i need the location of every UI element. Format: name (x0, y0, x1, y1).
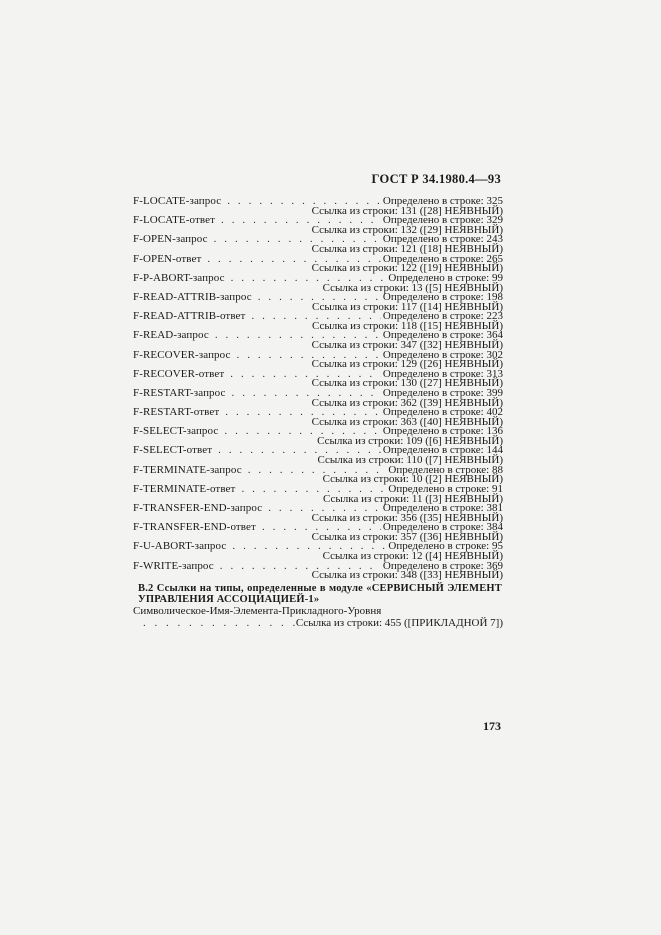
entry-name: F-RESTART-запрос (133, 386, 226, 399)
section-heading-line2: УПРАВЛЕНИЯ АССОЦИАЦИЕЙ-1» (138, 594, 320, 605)
index-entries (133, 197, 503, 581)
entry-defined: Определено в строке: 99 (388, 271, 503, 284)
index-entry (133, 542, 503, 561)
entry-defined: Определено в строке: 95 (388, 540, 503, 553)
section-entry (133, 606, 503, 629)
entry-defined: Определено в строке: 381 (382, 502, 503, 514)
entry-name: F-TRANSFER-END-запрос (133, 502, 263, 514)
entry-reference: Ссылка из строки: 348 ([33] НЕЯВНЫЙ) (311, 569, 503, 582)
entry-reference: Ссылка из строки: 362 ([39] НЕЯВНЫЙ) (311, 396, 503, 409)
index-entry (133, 252, 503, 275)
entry-name: F-WRITE-запрос (133, 559, 214, 572)
entry-name: F-RECOVER-запрос (133, 348, 231, 361)
entry-name: F-LOCATE-ответ (133, 214, 215, 227)
entry-defined: Определено в строке: 136 (382, 425, 503, 438)
entry-name: F-READ-ATTRIB-ответ (133, 310, 246, 323)
entry-name: F-TERMINATE-ответ (133, 482, 236, 495)
entry-defined: Определено в строке: 402 (382, 406, 503, 419)
entry-reference: Ссылка из строки: 118 ([15] НЕЯВНЫЙ) (312, 319, 503, 332)
entry-defined: Определено в строке: 364 (382, 329, 503, 342)
entry-defined: Определено в строке: 302 (382, 348, 503, 361)
entry-name: F-READ-ATTRIB-запрос (133, 290, 252, 303)
entry-reference: Ссылка из строки: 122 ([19] НЕЯВНЫЙ) (311, 262, 503, 275)
entry-reference: Ссылка из строки: 10 ([2] НЕЯВНЫЙ) (322, 473, 503, 486)
entry-name: F-P-ABORT-запрос (133, 271, 225, 284)
entry-defined: Определено в строке: 265 (382, 252, 503, 265)
entry-name: F-SELECT-запрос (133, 425, 219, 438)
entry-reference: Ссылка из строки: 129 ([26] НЕЯВНЫЙ) (311, 358, 503, 371)
entry-reference: Ссылка из строки: 117 ([14] НЕЯВНЫЙ) (312, 300, 503, 313)
entry-defined: Определено в строке: 91 (388, 482, 503, 495)
entry-defined: Определено в строке: 223 (382, 310, 503, 323)
entry-name: F-SELECT-ответ (133, 444, 213, 457)
section-entry-name: Символическое-Имя-Элемента-Прикладного-Уровня (133, 605, 382, 617)
entry-name: F-RECOVER-ответ (133, 367, 225, 380)
page-number: 173 (483, 719, 501, 733)
entry-reference: Ссылка из строки: 356 ([35] НЕЯВНЫЙ) (311, 511, 503, 524)
entry-name: F-LOCATE-запрос (133, 195, 222, 207)
index-entry (133, 235, 503, 254)
entry-name: F-READ-запрос (133, 329, 209, 342)
entry-reference: Ссылка из строки: 109 ([6] НЕЯВНЫЙ) (317, 435, 503, 448)
index-entry (133, 367, 503, 390)
entry-name: F-U-ABORT-запрос (133, 540, 227, 553)
entry-defined: Определено в строке: 325 (382, 195, 503, 207)
entry-defined: Определено в строке: 243 (382, 233, 503, 246)
entry-name: F-TERMINATE-запрос (133, 463, 242, 476)
entry-reference: Ссылка из строки: 11 ([3] НЕЯВНЫЙ) (323, 492, 503, 505)
index-entry (133, 559, 503, 582)
entry-reference: Ссылка из строки: 363 ([40] НЕЯВНЫЙ) (311, 415, 503, 428)
entry-reference: Ссылка из строки: 12 ([4] НЕЯВНЫЙ) (322, 550, 503, 563)
section-entry-ref: Ссылка из строки: 455 ([ПРИКЛАДНОЙ 7]) (295, 617, 503, 629)
entry-name: F-OPEN-ответ (133, 252, 202, 265)
leader-dots (133, 618, 296, 629)
entry-reference: Ссылка из строки: 13 ([5] НЕЯВНЫЙ) (322, 281, 503, 294)
entry-defined: Определено в строке: 329 (382, 214, 503, 227)
entry-reference: Ссылка из строки: 121 ([18] НЕЯВНЫЙ) (311, 243, 503, 256)
entry-defined: Определено в строке: 88 (388, 463, 503, 476)
entry-reference: Ссылка из строки: 132 ([29] НЕЯВНЫЙ) (311, 223, 503, 236)
index-entry (133, 348, 503, 371)
entry-name: F-TRANSFER-END-ответ (133, 521, 256, 534)
entry-name: F-RESTART-ответ (133, 406, 220, 419)
entry-reference: Ссылка из строки: 131 ([28] НЕЯВНЫЙ) (311, 204, 503, 217)
index-entry (133, 331, 503, 350)
section-heading (138, 583, 502, 605)
entry-reference: Ссылка из строки: 347 ([32] НЕЯВНЫЙ) (311, 339, 503, 352)
index-entry (133, 446, 503, 465)
entry-defined: Определено в строке: 198 (382, 290, 503, 303)
entry-defined: Определено в строке: 384 (382, 521, 503, 534)
entry-defined: Определено в строке: 144 (382, 444, 503, 457)
index-entry (133, 463, 503, 486)
section-heading-line1: В.2 Ссылки на типы, определенные в модуле «СЕРВИСНЫЙ ЭЛЕМЕНТ (138, 583, 502, 594)
entry-reference: Ссылка из строки: 357 ([36] НЕЯВНЫЙ) (311, 530, 503, 543)
entry-defined: Определено в строке: 399 (382, 386, 503, 399)
entry-reference: Ссылка из строки: 110 ([7] НЕЯВНЫЙ) (317, 454, 503, 467)
entry-name: F-OPEN-запрос (133, 233, 208, 246)
entry-defined: Определено в строке: 369 (382, 559, 503, 572)
entry-defined: Определено в строке: 313 (382, 367, 503, 380)
entry-reference: Ссылка из строки: 130 ([27] НЕЯВНЫЙ) (311, 377, 503, 390)
standard-header: ГОСТ Р 34.1980.4—93 (371, 172, 501, 186)
